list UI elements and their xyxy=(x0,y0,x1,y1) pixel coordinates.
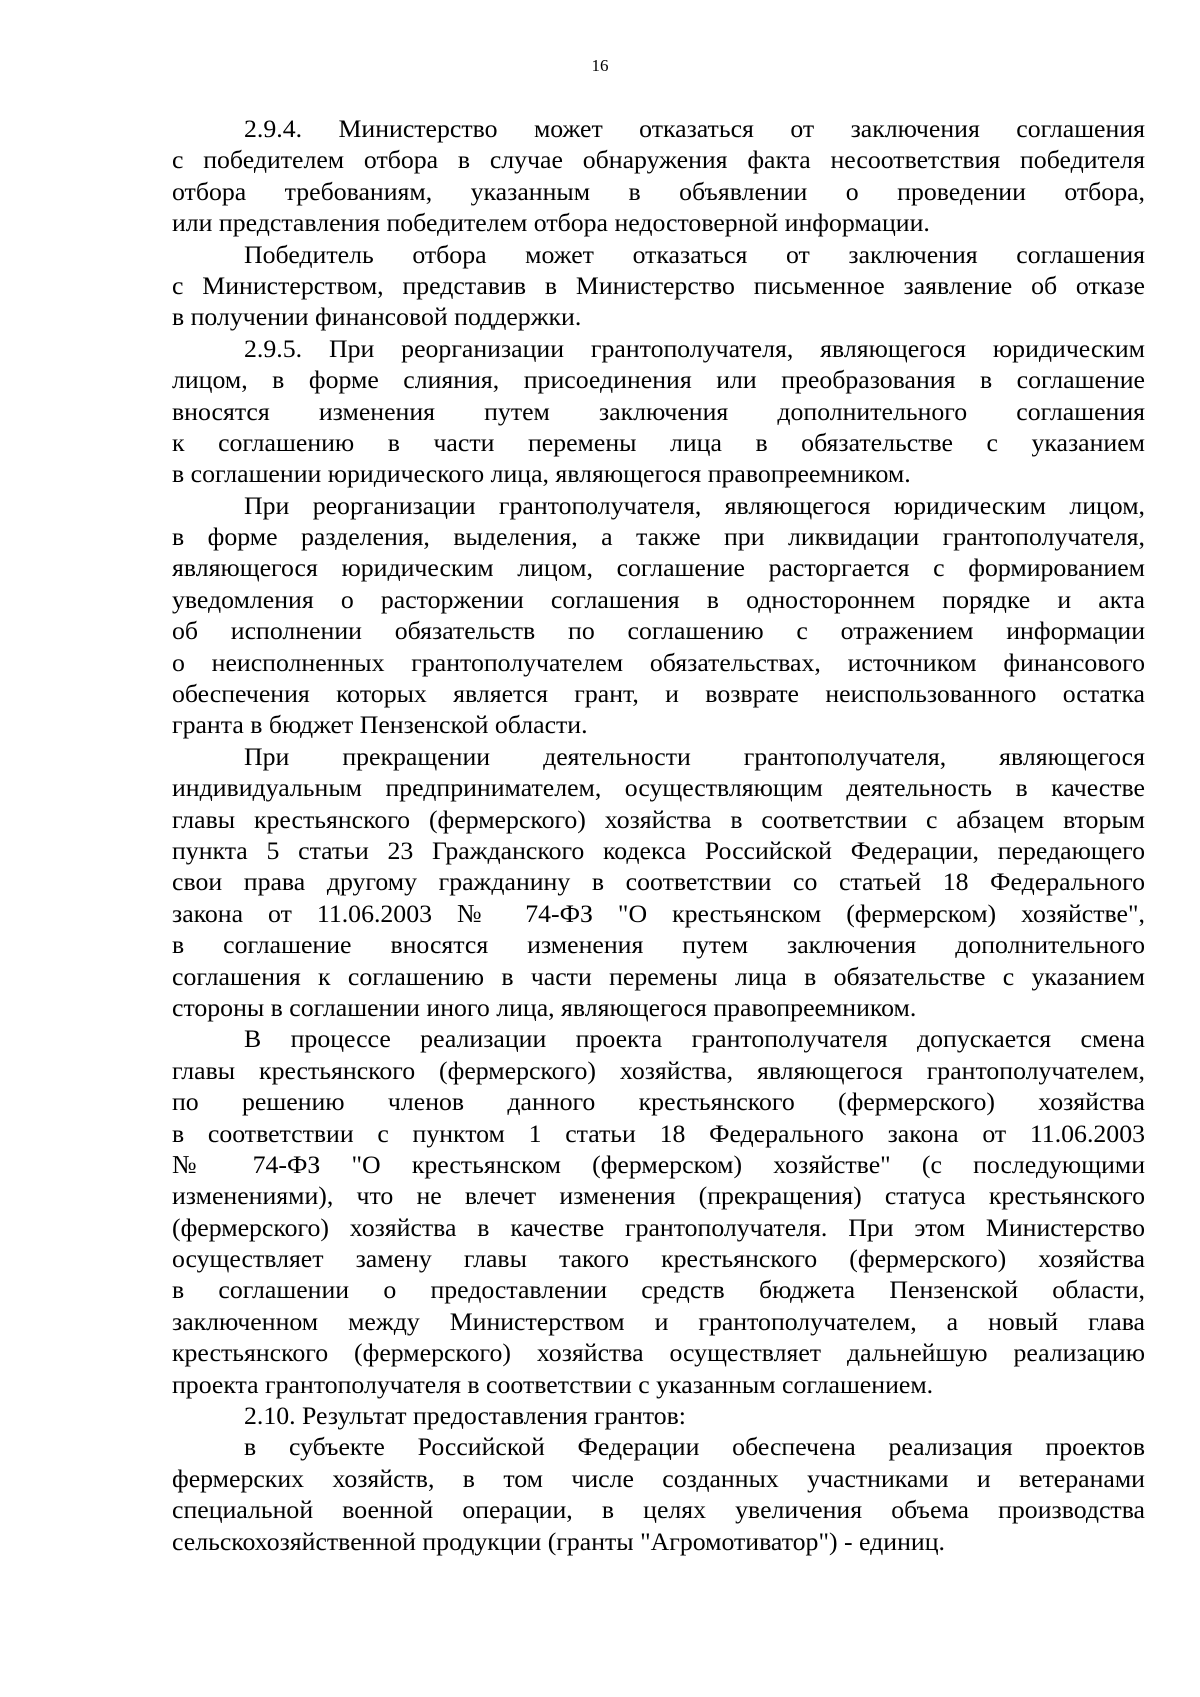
text-line: фермерских хозяйств, в том числе созданных участниками и ветеранами xyxy=(172,1463,1145,1493)
text-line: закона от 11.06.2003 № 74-ФЗ "О крестьянском (фермерском) хозяйстве", xyxy=(172,898,1145,928)
paragraph-p-head-change xyxy=(172,1023,1145,1400)
text-line: главы крестьянского (фермерского) хозяйства в соответствии с абзацем вторым xyxy=(172,804,1145,834)
text-line: (фермерского) хозяйства в качестве грантополучателя. При этом Министерство xyxy=(172,1212,1145,1242)
text-line: осуществляет замену главы такого крестьянского (фермерского) хозяйства xyxy=(172,1244,1145,1274)
text-line: соглашения к соглашению в части перемены лица в обязательстве с указанием xyxy=(172,961,1145,991)
text-line: об исполнении обязательств по соглашению с отражением информации xyxy=(172,616,1145,646)
text-line: При прекращении деятельности грантополучателя, являющегося xyxy=(244,741,1145,771)
text-line: лицом, в форме слияния, присоединения или преобразования в соглашение xyxy=(172,365,1145,395)
text-line: в получении финансовой поддержки. xyxy=(172,302,582,332)
text-line: отбора требованиям, указанным в объявлении о проведении отбора, xyxy=(172,176,1145,206)
text-line: стороны в соглашении иного лица, являющегося правопреемником. xyxy=(172,992,917,1022)
text-line: сельскохозяйственной продукции (гранты "Агромотиватор") - единиц. xyxy=(172,1526,945,1556)
text-line: в форме разделения, выделения, а также при ликвидации грантополучателя, xyxy=(172,522,1145,552)
text-line: уведомления о расторжении соглашения в одностороннем порядке и акта xyxy=(172,584,1145,614)
text-line: № 74-ФЗ "О крестьянском (фермерском) хозяйстве" (с последующими xyxy=(172,1149,1145,1179)
text-line: Победитель отбора может отказаться от заключения соглашения xyxy=(244,239,1145,269)
text-line: 2.9.5. При реорганизации грантополучателя, являющегося юридическим xyxy=(244,333,1145,363)
text-line: обеспечения которых является грант, и возврате неиспользованного остатка xyxy=(172,679,1145,709)
text-line: заключенном между Министерством и грантополучателем, а новый глава xyxy=(172,1306,1145,1336)
text-line: вносятся изменения путем заключения дополнительного соглашения xyxy=(172,396,1145,426)
text-line: являющегося юридическим лицом, соглашение расторгается с формированием xyxy=(172,553,1145,583)
text-line: в субъекте Российской Федерации обеспечена реализация проектов xyxy=(244,1432,1145,1462)
text-line: крестьянского (фермерского) хозяйства осуществляет дальнейшую реализацию xyxy=(172,1338,1145,1368)
text-line: в соглашении юридического лица, являющегося правопреемником. xyxy=(172,459,911,489)
paragraph-p-2-9-5 xyxy=(172,333,1145,490)
paragraph-p-reorg-division xyxy=(172,490,1145,741)
paragraph-p-2-9-4 xyxy=(172,113,1145,239)
text-line: проекта грантополучателя в соответствии с указанным соглашением. xyxy=(172,1369,934,1399)
paragraph-p-2-10 xyxy=(172,1400,1145,1431)
text-line: к соглашению в части перемены лица в обязательстве с указанием xyxy=(172,427,1145,457)
paragraph-p-result xyxy=(172,1431,1145,1557)
text-line: изменениями), что не влечет изменения (прекращения) статуса крестьянского xyxy=(172,1181,1145,1211)
text-line: пункта 5 статьи 23 Гражданского кодекса Российской Федерации, передающего xyxy=(172,835,1145,865)
document-body xyxy=(172,113,1145,1557)
text-line: специальной военной операции, в целях увеличения объема производства xyxy=(172,1495,1145,1525)
text-line: главы крестьянского (фермерского) хозяйства, являющегося грантополучателем, xyxy=(172,1055,1145,1085)
text-line: в соглашение вносятся изменения путем заключения дополнительного xyxy=(172,930,1145,960)
text-line: В процессе реализации проекта грантополучателя допускается смена xyxy=(244,1024,1145,1054)
text-line: в соответствии с пунктом 1 статьи 18 Федерального закона от 11.06.2003 xyxy=(172,1118,1145,1148)
text-line: индивидуальным предпринимателем, осуществляющим деятельность в качестве xyxy=(172,773,1145,803)
text-line: с победителем отбора в случае обнаружения факта несоответствия победителя xyxy=(172,145,1145,175)
page-number: 16 xyxy=(591,56,609,75)
text-line: При реорганизации грантополучателя, являющегося юридическим лицом, xyxy=(244,490,1145,520)
text-line: 2.9.4. Министерство может отказаться от заключения соглашения xyxy=(244,114,1145,143)
text-line: 2.10. Результат предоставления грантов: xyxy=(244,1401,686,1431)
text-line: свои права другому гражданину в соответствии со статьей 18 Федерального xyxy=(172,867,1145,897)
text-line: с Министерством, представив в Министерство письменное заявление об отказе xyxy=(172,270,1145,300)
text-line: в соглашении о предоставлении средств бюджета Пензенской области, xyxy=(172,1275,1145,1305)
text-line: гранта в бюджет Пензенской области. xyxy=(172,710,588,740)
text-line: о неисполненных грантополучателем обязательствах, источником финансового xyxy=(172,647,1145,677)
paragraph-p-winner-refusal xyxy=(172,239,1145,333)
text-line: по решению членов данного крестьянского (фермерского) хозяйства xyxy=(172,1087,1145,1117)
paragraph-p-termination xyxy=(172,741,1145,1024)
text-line: или представления победителем отбора недостоверной информации. xyxy=(172,208,930,238)
